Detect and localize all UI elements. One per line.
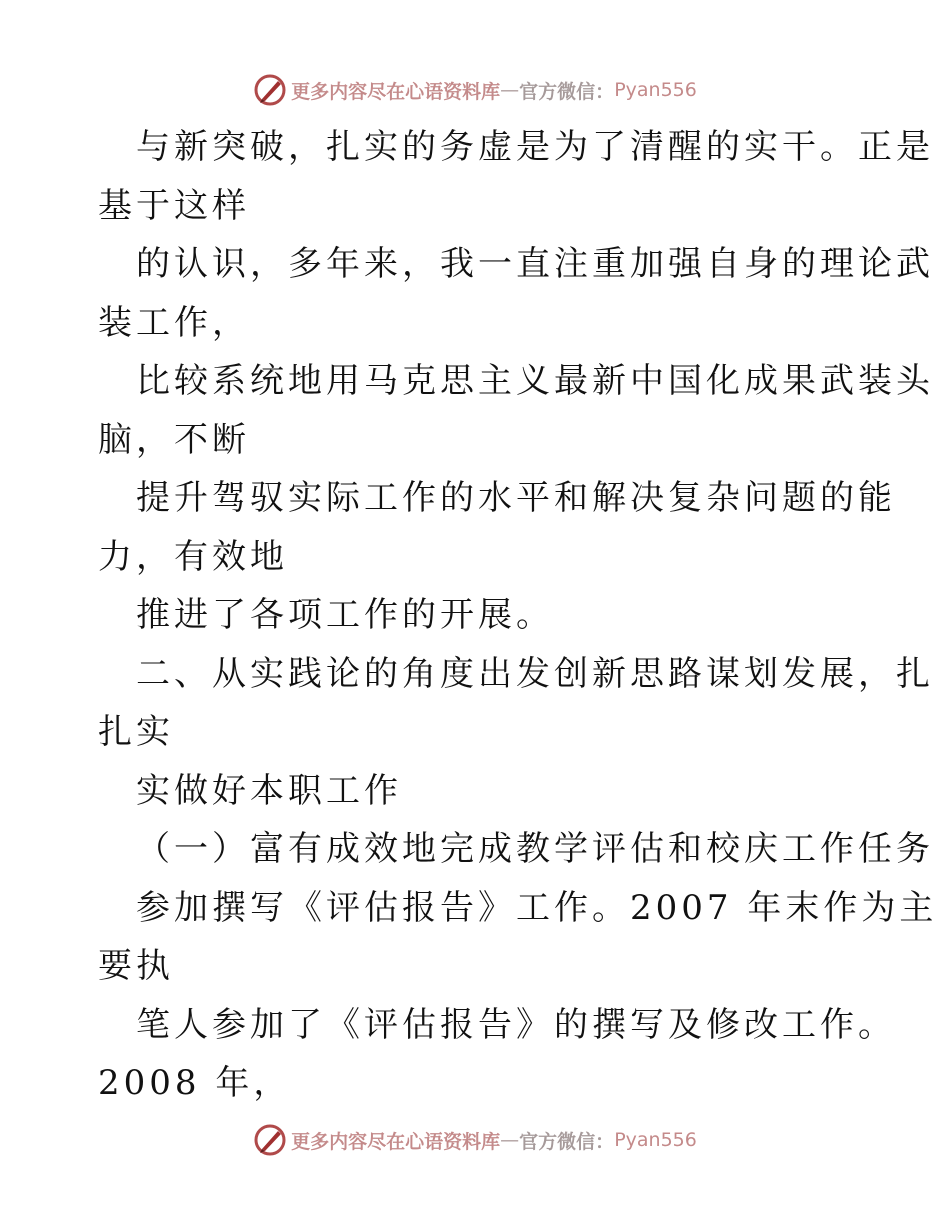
text-line: 扎实 — [98, 712, 174, 752]
watermark-brand: 更多内容尽在心语资料库 — [291, 1130, 501, 1153]
text-line: 装工作， — [98, 302, 250, 343]
watermark-id: Pyan556 — [614, 1129, 697, 1151]
text-line: 二、从实践论的角度出发创新思路谋划发展，扎 — [136, 653, 934, 694]
watermark-official: 官方微信： — [519, 1130, 615, 1153]
text-line: 2008 年， — [98, 1063, 292, 1103]
pen-logo-icon — [253, 73, 287, 107]
footer-watermark — [0, 1120, 950, 1160]
text-line: 推进了各项工作的开展。 — [136, 595, 554, 635]
watermark-brand: 更多内容尽在心语资料库 — [291, 80, 501, 103]
text-line: 笔人参加了《评估报告》的撰写及修改工作。 — [136, 1004, 896, 1045]
watermark-dash: — — [500, 1129, 520, 1151]
text-line: 比较系统地用马克思主义最新中国化成果武装头 — [136, 361, 934, 401]
text-line: 脑，不断 — [98, 419, 250, 460]
text-line: （一）富有成效地完成教学评估和校庆工作任务 — [136, 829, 934, 869]
text-line: 的认识，多年来，我一直注重加强自身的理论武 — [136, 244, 934, 284]
document-body — [98, 118, 938, 1113]
text-line: 力，有效地 — [98, 536, 288, 577]
text-line: 与新突破，扎实的务虚是为了清醒的实干。正是 — [136, 127, 934, 167]
text-line: 实做好本职工作 — [136, 770, 402, 811]
text-line: 要执 — [98, 946, 174, 986]
watermark-official: 官方微信： — [519, 80, 615, 103]
text-line: 提升驾驭实际工作的水平和解决复杂问题的能 — [136, 478, 896, 518]
header-watermark — [0, 70, 950, 110]
watermark-id: Pyan556 — [614, 79, 697, 101]
text-line: 参加撰写《评估报告》工作。2007 年末作为主 — [136, 887, 938, 928]
text-line: 基于这样 — [98, 185, 250, 226]
pen-logo-icon — [253, 1123, 287, 1157]
watermark-dash: — — [500, 79, 520, 101]
